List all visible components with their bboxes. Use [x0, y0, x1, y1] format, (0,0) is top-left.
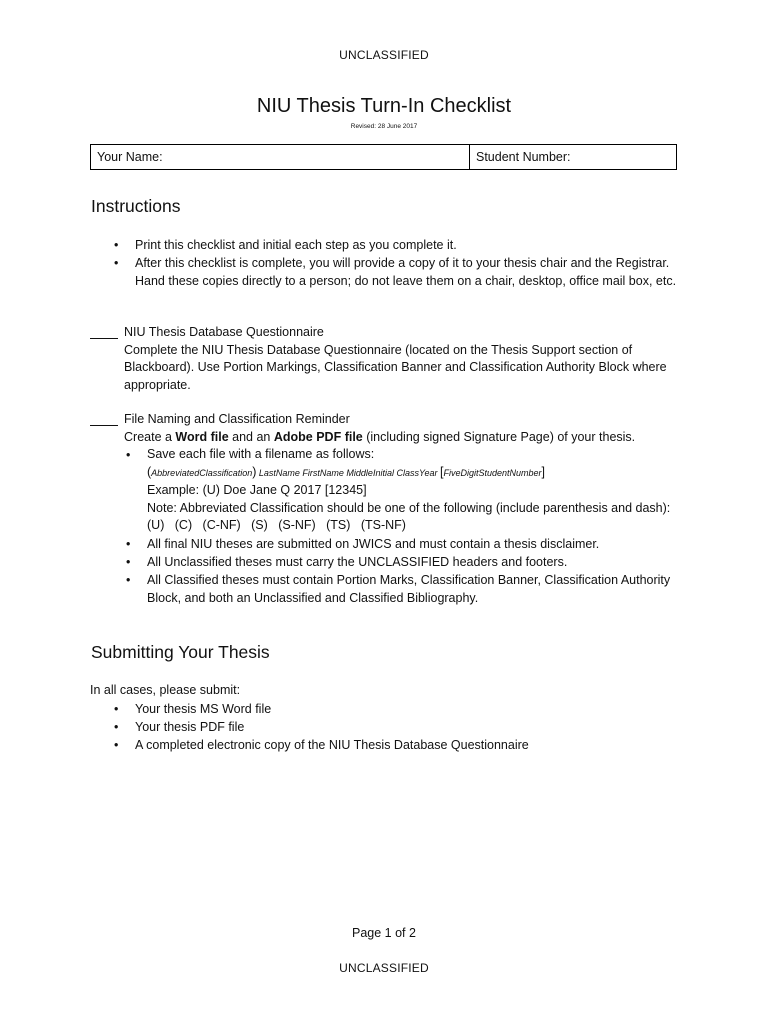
list-item: • All Classified theses must contain Portion Marks, Classification Banner, Classification Authority Block, and both an Unclassified and Classified Bibliography.: [147, 571, 687, 607]
questionnaire-body: Complete the NIU Thesis Database Questionnaire (located on the Thesis Support section of Blackboard). Use Portion Markings, Classification Banner and Classification Authority Block where appropriate.: [124, 342, 667, 392]
instructions-list: [135, 236, 680, 290]
text-segment: (including signed Signature Page) of your thesis.: [362, 429, 636, 444]
questionnaire-title: NIU Thesis Database Questionnaire: [124, 325, 324, 339]
student-number-field[interactable]: [470, 145, 676, 169]
submitting-heading: Submitting Your Thesis: [91, 642, 270, 662]
list-item: • A completed electronic copy of the NIU Thesis Database Questionnaire: [135, 736, 680, 754]
text-segment: [: [439, 464, 444, 479]
file-naming-list: [147, 446, 687, 607]
text-segment: and an: [228, 429, 274, 444]
list-item: • Your thesis MS Word file: [135, 700, 680, 718]
page-number: Page 1 of 2: [352, 926, 416, 940]
list-item: • All Unclassified theses must carry the UNCLASSIFIED headers and footers.: [147, 553, 687, 571]
list-item: • Print this checklist and initial each step as you complete it.: [135, 236, 680, 254]
file-naming-instruction: [124, 429, 684, 447]
page-title: NIU Thesis Turn-In Checklist: [256, 95, 512, 117]
list-item: [147, 446, 687, 535]
text-segment: (: [147, 464, 152, 479]
list-item: • After this checklist is complete, you will provide a copy of it to your thesis chair and the Registrar. Hand these copies directly to a person; do not leave them on a chair, desktop, office mail box, etc.: [135, 254, 680, 290]
classification-codes: (U) (C) (C-NF) (S) (S-NF) (TS) (TS-NF): [147, 518, 406, 532]
name-box: [90, 144, 677, 170]
submitting-intro: In all cases, please submit:: [90, 683, 241, 697]
revised-date: Revised: 28 June 2017: [350, 123, 418, 130]
initial-blank-file-naming[interactable]: [90, 413, 118, 426]
filename-example: Example: (U) Doe Jane Q 2017 [12345]: [147, 483, 367, 497]
text-segment: AbbreviatedClassification: [151, 467, 253, 478]
questionnaire-item: [124, 324, 684, 394]
your-name-field[interactable]: [91, 145, 470, 169]
text-segment: ]: [541, 464, 545, 479]
text-segment: Create a: [124, 429, 176, 444]
filename-format: [147, 464, 687, 483]
footer-classification: UNCLASSIFIED: [339, 961, 429, 975]
classification-note: Note: Abbreviated Classification should be one of the following (include parenthesis and dash):: [147, 500, 671, 515]
submitting-list: [135, 700, 680, 754]
list-item: • Your thesis PDF file: [135, 718, 680, 736]
text-segment: LastName FirstName MiddleInitial ClassYear: [256, 467, 440, 478]
file-naming-title: File Naming and Classification Reminder: [124, 412, 350, 426]
your-name-label: Your Name:: [97, 150, 163, 164]
file-naming-item: [124, 411, 684, 446]
text-segment: ): [252, 464, 257, 479]
word-file-emphasis: Word file: [175, 429, 229, 444]
save-instruction: • Save each file with a filename as follows:: [147, 447, 375, 461]
header-classification: UNCLASSIFIED: [339, 48, 429, 62]
initial-blank-questionnaire[interactable]: [90, 326, 118, 339]
pdf-file-emphasis: Adobe PDF file: [273, 429, 363, 444]
list-item: • All final NIU theses are submitted on JWICS and must contain a thesis disclaimer.: [147, 535, 687, 553]
student-number-label: Student Number:: [476, 150, 571, 164]
text-segment: FiveDigitStudentNumber: [443, 467, 542, 478]
instructions-heading: Instructions: [91, 196, 181, 216]
